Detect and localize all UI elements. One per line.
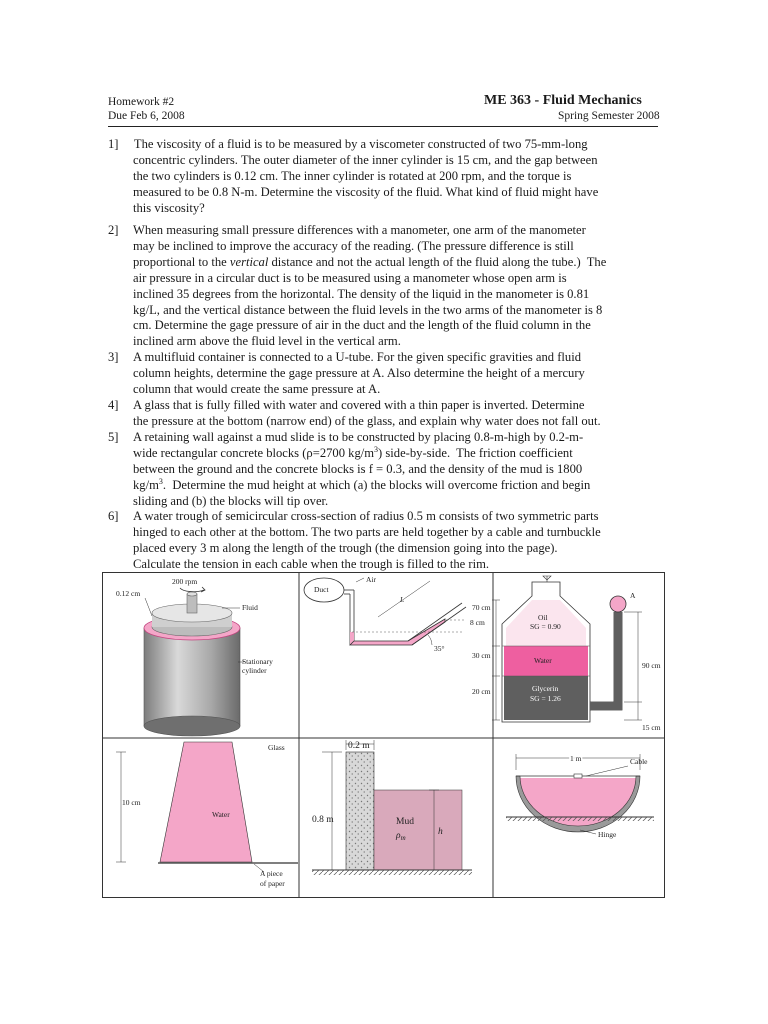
rpm-label: 200 rpm (172, 577, 198, 586)
figures-grid (102, 572, 665, 898)
glycerin-sg-label: SG = 1.26 (530, 694, 561, 703)
problem-number: 2] (108, 223, 119, 237)
cable-label: Cable (630, 757, 648, 766)
problem-line: column that would create the same pressure at A. (133, 381, 381, 396)
problem-line: air pressure in a circular duct is to be measured using a manometer whose open arm is (133, 270, 567, 285)
problem-line: the two cylinders is 0.12 cm. The inner cylinder is rotated at 200 rpm, and the torque is (133, 168, 572, 183)
problem-line: A water trough of semicircular cross-section of radius 0.5 m consists of two symmetric parts (133, 509, 599, 523)
problem-line: the pressure at the bottom (narrow end) of the glass, and explain why water does not fall out. (133, 413, 601, 428)
stationary-label: Stationary (242, 657, 273, 666)
problem-5 (108, 430, 660, 510)
glass-label: Glass (268, 743, 285, 752)
length-label: L (400, 595, 405, 604)
problem-3 (108, 350, 660, 398)
height-70cm-label: 70 cm (472, 603, 491, 612)
problem-number: 5] (108, 430, 119, 444)
problem-line (133, 255, 660, 271)
text: distance and not the actual length of the fluid along the tube.) The (268, 254, 607, 269)
semester: Spring Semester 2008 (558, 110, 660, 122)
span-label: 1 m (570, 754, 582, 763)
width-label: 0.2 m (348, 741, 370, 751)
problem-line: The viscosity of a fluid is to be measured by a viscometer constructed of two 75-mm-long (131, 137, 588, 151)
problem-line (133, 478, 660, 494)
water-label: Water (212, 810, 230, 819)
problem-line: A multifluid container is connected to a U-tube. For the given specific gravities and fluid (133, 350, 582, 364)
problem-4 (108, 398, 660, 430)
duct-label: Duct (314, 585, 329, 594)
text: ) side-by-side. The friction coefficient (378, 445, 573, 460)
problem-line: hinged to each other at the bottom. The two parts are held together by a cable and turnbuckle (133, 524, 601, 539)
height-10cm-label: 10 cm (122, 798, 141, 807)
problem-line: A retaining wall against a mud slide is to be constructed by placing 0.8-m-high by 0.2-m- (133, 430, 584, 444)
problem-line: When measuring small pressure differences with a manometer, one arm of the manometer (133, 223, 586, 237)
rho-subscript: m (400, 834, 406, 842)
problem-line: inclined arm above the fluid level in the vertical arm. (133, 334, 401, 349)
retaining-wall-figure (312, 740, 472, 875)
problem-line: sliding and (b) the blocks will tip over. (133, 493, 329, 508)
water-label: Water (534, 656, 552, 665)
problem-line: this viscosity? (133, 200, 205, 215)
problem-line: cm. Determine the gage pressure of air in the duct and the length of the fluid column in the (133, 318, 591, 333)
problem-6 (108, 509, 660, 573)
fluid-label: Fluid (242, 603, 258, 612)
text: . Determine the mud height at which (a) the blocks will overcome friction and begin (162, 477, 591, 492)
paper-label-1: A piece (260, 869, 283, 878)
homework-number: Homework #2 (108, 96, 175, 108)
paper-label-2: of paper (260, 879, 285, 888)
superscript: 3 (158, 476, 163, 486)
superscript: 3 (374, 444, 379, 454)
problem-line: may be inclined to improve the accuracy of the reading. (The pressure difference is still (133, 238, 574, 253)
problem-line: A glass that is fully filled with water and covered with a thin paper is inverted. Determine (133, 398, 585, 412)
problem-number: 6] (108, 509, 119, 523)
height-20cm-label: 20 cm (472, 687, 491, 696)
problem-line: concentric cylinders. The outer diameter of the inner cylinder is 15 cm, and the gap between (133, 152, 598, 167)
emphasis: vertical (229, 254, 269, 269)
problem-line: Calculate the tension in each cable when the trough is filled to the rim. (133, 556, 490, 571)
multifluid-figure (492, 576, 642, 722)
due-date: Due Feb 6, 2008 (108, 110, 185, 122)
glycerin-label: Glycerin (532, 684, 559, 693)
oil-sg-label: SG = 0.90 (530, 622, 561, 631)
header-rule (108, 126, 658, 127)
problem-line: placed every 3 m along the length of the trough (the dimension going into the page). (133, 540, 558, 555)
glass-figure (116, 742, 298, 872)
rho-symbol: ρ (396, 831, 401, 841)
viscometer-figure (144, 587, 244, 736)
problem-line: measured to be 0.8 N-m. Determine the viscosity of the fluid. What kind of fluid might have (133, 184, 599, 199)
course-title: ME 363 - Fluid Mechanics (484, 93, 642, 108)
oil-label: Oil (538, 613, 548, 622)
text: kg/m (133, 477, 159, 492)
mud-height-label: h (438, 827, 443, 837)
air-label: Air (366, 575, 376, 584)
height-8cm-label: 8 cm (470, 618, 485, 627)
problem-number: 4] (108, 398, 119, 412)
height-label: 0.8 m (312, 815, 334, 825)
gap-label: 0.12 cm (116, 589, 141, 598)
problem-line: column heights, determine the gage pressure at A. Also determine the height of a mercury (133, 365, 585, 380)
angle-label: 35° (434, 644, 445, 653)
problem-line (133, 446, 660, 462)
point-a-label: A (630, 591, 636, 600)
cylinder-label: cylinder (242, 666, 267, 675)
trough-figure (506, 754, 654, 834)
mud-label: Mud (396, 817, 414, 827)
problem-line: kg/L, and the vertical distance between the fluid levels in the two arms of the manometer is 8 (133, 302, 603, 317)
problem-number: 1] (108, 137, 119, 151)
problem-line: inclined 35 degrees from the horizontal. The density of the liquid in the manometer is 0.81 (133, 286, 590, 301)
height-15cm-label: 15 cm (642, 723, 661, 732)
problem-line: between the ground and the concrete blocks is f = 0.3, and the density of the mud is 1800 (133, 461, 583, 476)
hinge-label: Hinge (598, 830, 617, 839)
height-30cm-label: 30 cm (472, 651, 491, 660)
text: wide rectangular concrete blocks (ρ=2700 kg/m (133, 445, 375, 460)
problem-2 (108, 223, 660, 350)
height-90cm-label: 90 cm (642, 661, 661, 670)
problem-number: 3] (108, 350, 119, 364)
problem-1 (108, 137, 660, 217)
text: proportional to the (133, 254, 230, 269)
